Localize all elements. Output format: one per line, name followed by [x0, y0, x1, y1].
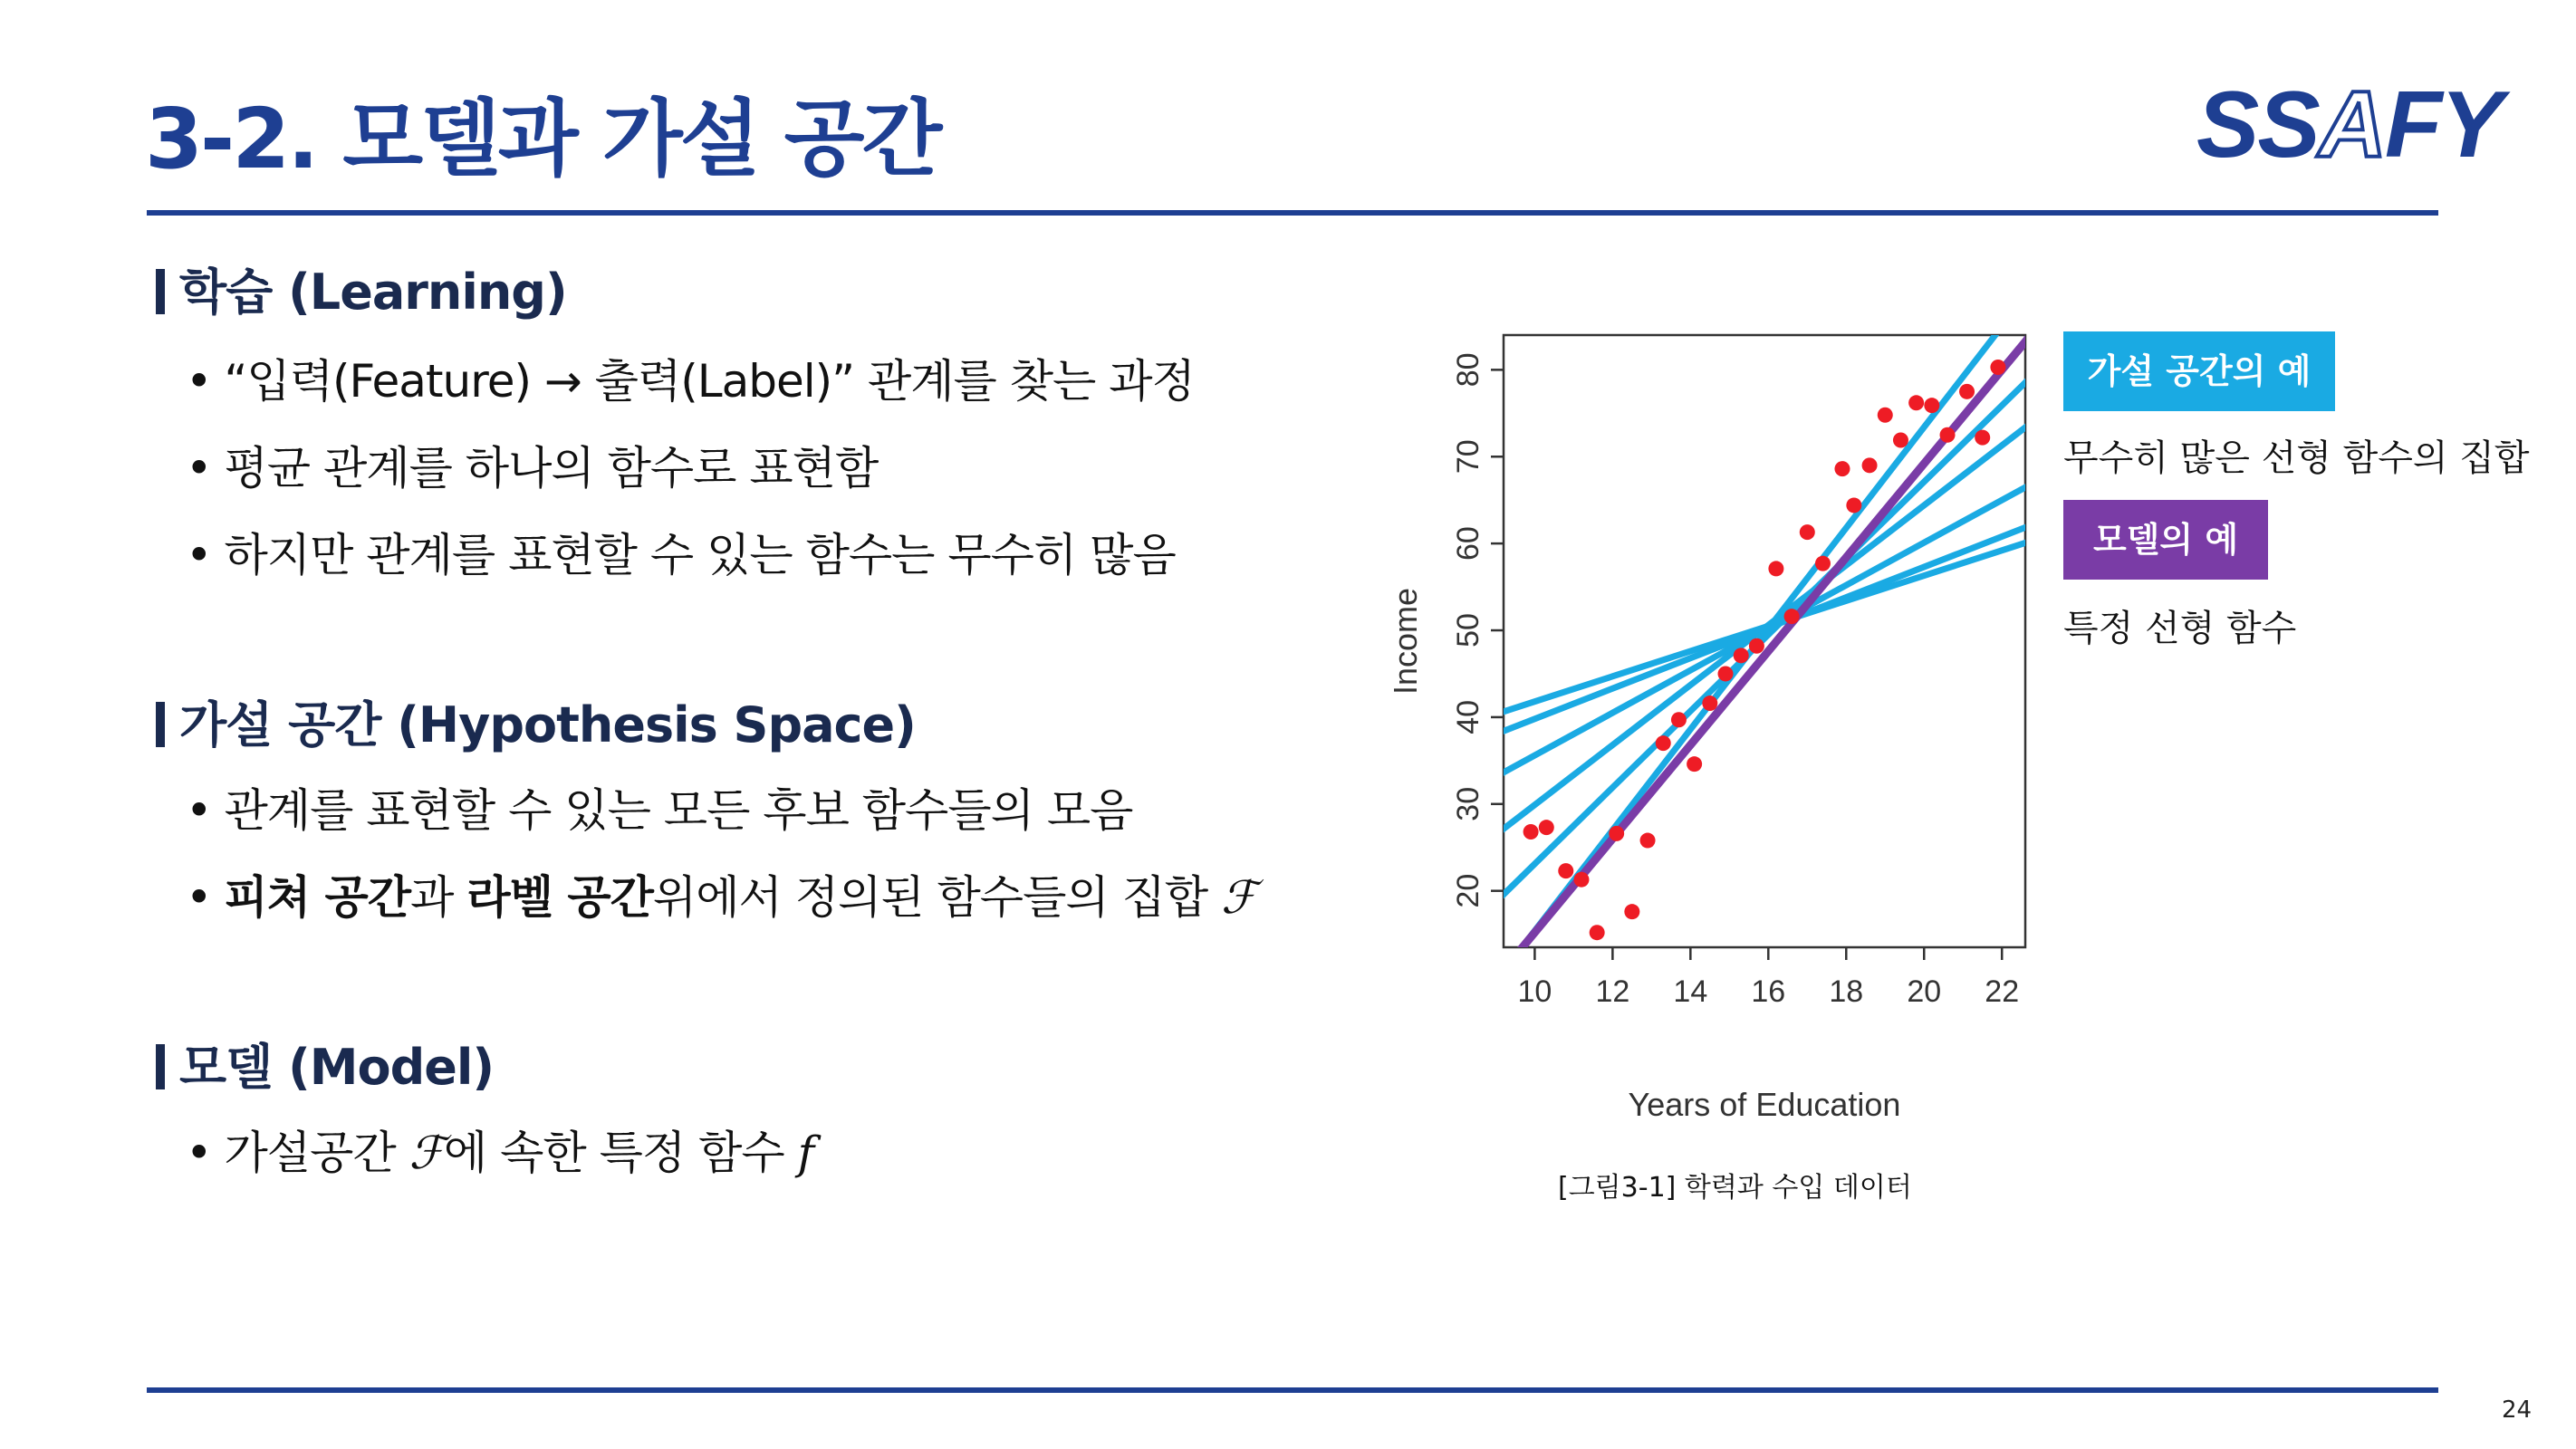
data-point-1 — [1523, 824, 1539, 840]
data-point-24 — [1893, 433, 1908, 448]
model-legend-desc: 특정 선형 함수 — [2063, 608, 2297, 649]
learning-bullet-2: • 평균 관계를 하나의 함수로 표현함 — [186, 442, 879, 494]
data-point-27 — [1940, 427, 1956, 443]
data-point-5 — [1590, 925, 1605, 940]
y-tick-label: 70 — [1451, 439, 1485, 475]
section-model-heading: 모델 (Model) — [156, 1043, 494, 1092]
data-point-30 — [1990, 360, 2005, 375]
data-point-7 — [1624, 904, 1639, 919]
data-point-2 — [1539, 820, 1554, 835]
data-point-25 — [1908, 395, 1924, 410]
y-tick-label: 60 — [1451, 526, 1485, 561]
page-title: 3-2. 모델과 가설 공간 — [145, 91, 940, 187]
data-point-17 — [1784, 609, 1800, 624]
x-tick-label: 18 — [1829, 974, 1864, 1009]
data-point-10 — [1671, 712, 1687, 727]
x-tick-label: 14 — [1673, 974, 1708, 1009]
title-divider — [147, 210, 2438, 216]
model-bullet-1: • 가설공간 ℱ에 속한 특정 함수 f — [186, 1127, 814, 1179]
x-tick-label: 20 — [1907, 974, 1942, 1009]
data-point-4 — [1573, 872, 1589, 888]
data-point-8 — [1640, 833, 1656, 849]
hypothesis-line-2 — [1465, 344, 2064, 933]
y-tick-label: 50 — [1451, 613, 1485, 648]
y-tick-label: 80 — [1451, 352, 1485, 388]
x-tick-label: 22 — [1985, 974, 2020, 1009]
page-number: 24 — [2502, 1396, 2533, 1424]
data-point-19 — [1815, 556, 1831, 571]
data-point-16 — [1768, 561, 1783, 576]
data-point-6 — [1609, 826, 1624, 841]
data-point-21 — [1846, 497, 1861, 513]
section-learning-heading: 학습 (Learning) — [156, 268, 567, 317]
education-income-chart — [1341, 326, 2065, 1141]
figure-caption: [그림3-1] 학력과 수입 데이터 — [1558, 1172, 1912, 1204]
data-point-14 — [1734, 648, 1749, 663]
data-point-20 — [1834, 461, 1850, 476]
data-point-15 — [1749, 638, 1764, 654]
data-point-9 — [1656, 735, 1671, 751]
y-tick-label: 20 — [1451, 873, 1485, 908]
hypothesis-bullet-1: • 관계를 표현할 수 있는 모든 후보 함수들의 모음 — [186, 784, 1133, 837]
section-marker — [156, 702, 165, 747]
data-point-18 — [1800, 524, 1815, 540]
data-point-26 — [1924, 398, 1939, 413]
section-marker — [156, 1044, 165, 1089]
hypothesis-legend-tag: 가설 공간의 예 — [2063, 331, 2335, 411]
x-tick-label: 16 — [1751, 974, 1786, 1009]
y-axis-label: Income — [1387, 587, 1424, 696]
data-point-29 — [1975, 430, 1990, 446]
y-tick-label: 30 — [1451, 786, 1485, 821]
hypothesis-line-6 — [1465, 531, 2064, 724]
learning-bullet-1: • “입력(Feature) → 출력(Label)” 관계를 찾는 과정 — [186, 355, 1195, 408]
data-point-28 — [1959, 384, 1975, 399]
section-marker — [156, 269, 165, 314]
data-point-11 — [1687, 756, 1702, 772]
data-point-13 — [1718, 666, 1734, 681]
section-hypothesis-heading: 가설 공간 (Hypothesis Space) — [156, 701, 916, 750]
ssafy-logo: SSAFY — [2196, 72, 2502, 178]
hypothesis-legend-desc: 무수히 많은 선형 함수의 집합 — [2063, 437, 2530, 479]
y-tick-label: 40 — [1451, 699, 1485, 734]
x-tick-label: 12 — [1595, 974, 1630, 1009]
x-tick-label: 10 — [1517, 974, 1552, 1009]
data-point-3 — [1558, 863, 1573, 878]
learning-bullet-3: • 하지만 관계를 표현할 수 있는 함수는 무수히 많음 — [186, 529, 1176, 581]
data-point-22 — [1862, 457, 1878, 473]
hypothesis-bullet-2: • 피쳐 공간과 라벨 공간위에서 정의된 함수들의 집합 ℱ — [186, 871, 1256, 924]
footer-divider — [147, 1387, 2438, 1393]
data-point-23 — [1878, 408, 1893, 423]
model-legend-tag: 모델의 예 — [2063, 500, 2268, 580]
data-point-12 — [1702, 696, 1717, 711]
x-axis-label: Years of Education — [1628, 1086, 1901, 1123]
